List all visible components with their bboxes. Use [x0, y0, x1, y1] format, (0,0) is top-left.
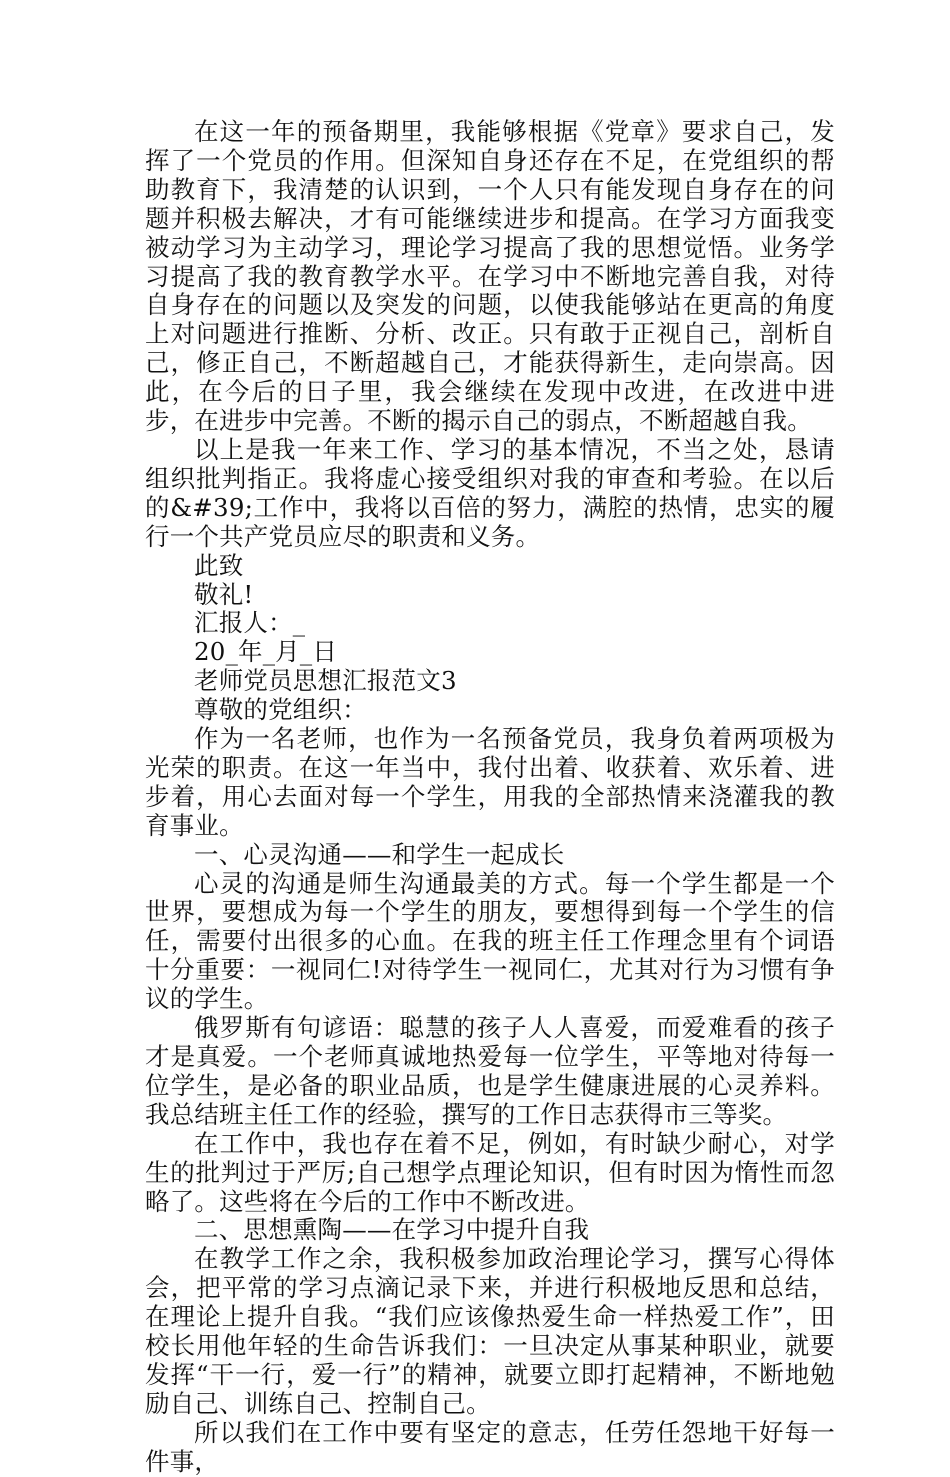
document-body — [145, 118, 835, 1477]
paragraph-probation-review: 在这一年的预备期里，我能够根据《党章》要求自己，发挥了一个党员的作用。但深知自身还存在不足，在党组织的帮助教育下，我清楚的认识到，一个人只有能发现自身存在的问题并积极去解决，才有可能继续进步和提高。在学习方面我变被动学习为主动学习，理论学习提高了我的思想觉悟。业务学习提高了我的教育教学水平。在学习中不断地完善自我，对待自身存在的问题以及突发的问题，以使我能够站在更高的角度上对问题进行推断、分析、改正。只有敢于正视自己，剖析自己，修正自己，不断超越自己，才能获得新生，走向崇高。因此，在今后的日子里，我会继续在发现中改进，在改进中进步，在进步中完善。不断的揭示自己的弱点，不断超越自我。 — [145, 117, 835, 436]
paragraph-shortcomings: 在工作中，我也存在着不足，例如，有时缺少耐心，对学生的批判过于严厉;自己想学点理论知识，但有时因为惰性而忽略了。这些将在今后的工作中不断改进。 — [145, 1128, 835, 1216]
reporter-line: 汇报人：_ — [194, 608, 306, 638]
paragraph-willpower: 所以我们在工作中要有坚定的意志，任劳任怨地干好每一件事， — [145, 1417, 835, 1476]
paragraph-communication: 心灵的沟通是师生沟通最美的方式。每一个学生都是一个世界，要想成为每一个学生的朋友，要想得到每一个学生的信任，需要付出很多的心血。在我的班主任工作理念里有个词语十分重要：一视同仁!对待学生一视同仁，尤其对行为习惯有争议的学生。 — [145, 868, 835, 1014]
heading-heart-communication: 一、心灵沟通——和学生一起成长 — [194, 839, 565, 869]
section-title: 老师党员思想汇报范文3 — [194, 666, 457, 696]
closing-respect: 敬礼! — [194, 579, 254, 609]
date-line: 20_年_月_日 — [194, 637, 338, 667]
greeting-line: 尊敬的党组织： — [194, 695, 367, 725]
closing-salutation: 此致 — [194, 550, 244, 580]
paragraph-proverb: 俄罗斯有句谚语：聪慧的孩子人人喜爱，而爱难看的孩子才是真爱。一个老师真诚地热爱每一位学生，平等地对待每一位学生，是必备的职业品质，也是学生健康进展的心灵养料。我总结班主任工作的经验，撰写的工作日志获得市三等奖。 — [145, 1013, 835, 1129]
paragraph-study: 在教学工作之余，我积极参加政治理论学习，撰写心得体会，把平常的学习点滴记录下来，并进行积极地反思和总结，在理论上提升自我。“我们应该像热爱生命一样热爱工作”，田校长用他年轻的生命告诉我们：一旦决定从事某种职业，就要发挥“干一行，爱一行”的精神，就要立即打起精神，不断地勉励自己、训练自己、控制自己。 — [145, 1244, 835, 1418]
paragraph-summary: 以上是我一年来工作、学习的基本情况，不当之处，恳请组织批判指正。我将虚心接受组织对我的审查和考验。在以后的&#39;工作中，我将以百倍的努力，满腔的热情，忠实的履行一个共产党员应尽的职责和义务。 — [145, 434, 835, 551]
heading-ideological-growth: 二、思想熏陶——在学习中提升自我 — [194, 1215, 590, 1245]
paragraph-introduction: 作为一名老师，也作为一名预备党员，我身负着两项极为光荣的职责。在这一年当中，我付出着、收获着、欢乐着、进步着，用心去面对每一个学生，用我的全部热情来浇灌我的教育事业。 — [145, 724, 835, 840]
